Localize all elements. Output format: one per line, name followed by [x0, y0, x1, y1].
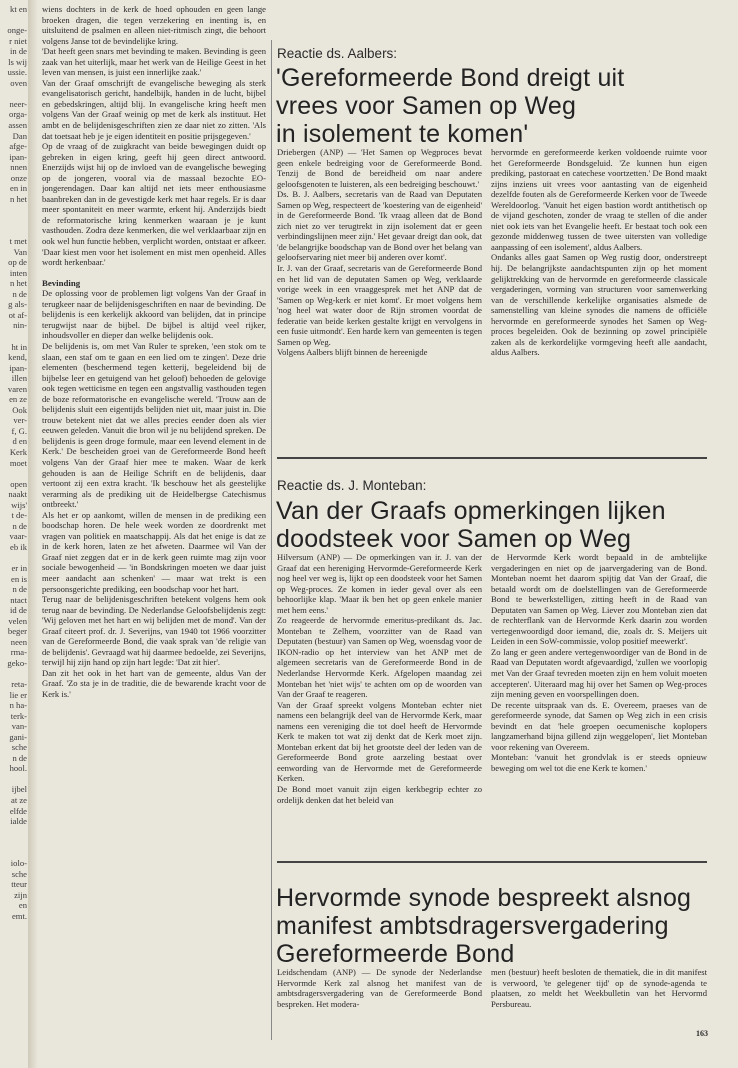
fragment-line [0, 774, 27, 785]
fragment-line: n de [12, 288, 27, 299]
paragraph: de Hervormde Kerk wordt bepaald in de ambtelijke vergaderingen en niet op de jaarvergadering van de Bond. Monteban noemt het daarom spijtig dat Van der Graaf, die betaald wordt om de doelstellingen van de Gereformeerde Bond te bewerkstelligen, zitting heeft in de Raad van Deputaten van Samen op Weg. Liever zou Monteban zien dat de rechterflank van de Hervormde Kerk daarin zou worden vertegenwoordigd door iemand, die, zoals dr. S. Meijers uit Leiden in een SoW-commissie, volop positief meewerkt'. [491, 552, 707, 647]
fragment-line: op de [8, 257, 27, 268]
fragment-line: at ze [11, 795, 27, 806]
paragraph: Ir. J. van der Graaf, secretaris van de Gereformeerde Bond en het lid van de deputaten Samen op Weg, verklaarde vorige week in een vraaggesprek met het ANP dat de 'Samen op Weg-kerk er niet komt'. Er moet volgens hem 'nog heel wat water door de Rijn stromen voordat de federatie van beide kerken gestalte krijgt en vervolgens in een fusie uitmondt'. Een harde kern van gemeenten is tegen Samen op Weg. [277, 263, 482, 347]
page-number: 163 [696, 1029, 708, 1038]
fragment-line: van- [11, 721, 27, 732]
fragment-line: ver- [13, 415, 27, 426]
fragment-line: kt en [10, 4, 27, 14]
fragment-line: ipan- [9, 362, 27, 373]
fragment-line: onge- [7, 25, 27, 36]
fragment-line: Van [13, 246, 27, 257]
fragment-line: sche [11, 868, 27, 879]
paragraph: hervormde en gereformeerde kerken voldoende ruimte voor het Gereformeerde Bondsgeluid. 'Ze kunnen hun eigen prediking, pastoraat en catechese voortzetten.' De Bond maakt zijns inziens uit vrees voor aantasting van de eigenheid dezelfde fouten als de Gereformeerde Kerken voor de Tweede Wereldoorlog. 'Vanuit het eigen bastion wordt antithetisch op de vijand geschoten, zonder de vraag te stellen of die ander niet ook iets van het Evangelie heeft. Er bestaat toch ook een gezonde middenweg tussen de twee uitersten van volledige aanpassing of een isolement', aldus Aalbers. [491, 147, 707, 252]
fragment-line: n de [12, 584, 27, 595]
paragraph: Van der Graaf omschrijft de evangelische beweging als sterk evangelisatorisch gericht, handelbijk, handen in de lucht, bijbel en gebedskringen, altijd blij. In evangelische kring heeft men volgens Van der Graaf weinig op met de kerk als instituut. Het ambt en de belijdenisgeschriften zien ze daar niet zo zitten. 'Als dat toetsaat heb je je eigen identiteit en positie prijsgegeven.' [42, 77, 266, 141]
paragraph: Dan zit het ook in het hart van de gemeente, aldus Van der Graaf. 'Zo sta je in de traditie, die de bewarende kracht voor de Kerk is.' [42, 667, 266, 699]
column-divider [271, 40, 272, 1040]
fragment-line: in de [10, 46, 27, 57]
fragment-line: orga- [9, 109, 27, 120]
paragraph: Zo lang er geen andere vertegenwoordiger van de Bond in de Raad van Deputaten wordt afgevaardigd, 'zullen we voorlopig met Van der Graaf tevreden moeten zijn en hem voluit moeten accepteren'. Uiteraard mag hij over het Samen op Weg-proces zijn mening geven en voorspellingen doen. [491, 646, 707, 700]
fragment-line: afge- [9, 141, 27, 152]
fragment-line: tteur [11, 879, 27, 890]
fragment-line: Ook [12, 404, 27, 415]
fragment-line [0, 468, 27, 479]
section-divider [277, 457, 707, 459]
fragment-line [0, 837, 27, 848]
fragment-line [0, 827, 27, 838]
paragraph: Als het er op aankomt, willen de mensen in de prediking een boodschap horen. De hele week worden ze doordrenkt met vragen van politiek en maatschappij. Als dat het enige is dat ze in de kerk horen, laten ze het afweten. Daarmee wil Van der Graaf niet zeggen dat er in de kerk geen ruimte mag zijn voor sociale bewogenheid — 'in Bondskringen moeten we daar juist meer aandacht aan schenken' — maar wat trekt is een persoonsgerichte prediking, een boodschap voor het hart. [42, 509, 266, 594]
section-heading: Bevinding [42, 277, 81, 288]
fragment-line [0, 225, 27, 236]
article2-column-2 [491, 552, 707, 858]
fragment-line: r niet [9, 35, 27, 46]
fragment-line: d en [12, 436, 27, 447]
fragment-line: beger [7, 626, 27, 637]
fragment-line [0, 215, 27, 226]
fragment-line: velen [8, 615, 27, 626]
fragment-line: wijs' [11, 499, 27, 510]
article3-headline: Hervormde synode bespreekt alsnog manifest ambtsdragersvergadering Gereformeerde Bond [276, 884, 692, 968]
fragment-line: open [10, 478, 27, 489]
fragment-line: onze [10, 172, 27, 183]
paragraph: Op de vraag of de zuigkracht van beide bewegingen duidt op gebreken in eigen kring, geeft hij geen direct antwoord. Enerzijds wijst hij op de invloed van de evangelische beweging op de jongeren, vooral via de massaal bezochte EO-jongerendagen. Daar kan altijd net iets meer enthousiasme baanbreken dan in de gevestigde kerk met haar regels. Er is daar meer spontaniteit en meer warmte, erkent hij. Anderzijds biedt de reformatorische kring kenmerken waaraan je je kunt vasthouden. Zodra deze kenmerken, die wel verklaarbaar zijn en ook wel hun functie hebben, verplicht worden, ontstaat er afkeer. 'Daar kiest men voor het isolement en mist men openheid. Alles wordt herkenbaar.' [42, 141, 266, 268]
section-divider [277, 861, 707, 863]
paragraph: men (bestuur) heeft besloten de thematiek, die in dit manifest is verwoord, 'te gelegener tijd' op de synode-agenda te plaatsen, zo meldt het Weekbulletin van het Hervormd Persbureau. [491, 967, 707, 1009]
paragraph: De oplossing voor de problemen ligt volgens Van der Graaf in terugkeer naar de belijdenisgeschriften en naar de bevinding. De belijdenis is een kerkelijk akkoord van belijden, dat in principe terugwijst naar de bijbel. De bijbel is altijd veel rijker, inhoudsvoller en dieper dan welke belijdenis ook. [42, 288, 266, 341]
fragment-line [0, 15, 27, 26]
paragraph: Hilversum (ANP) — De opmerkingen van ir. J. van der Graaf dat een hereniging Hervormde-Gereformeerde Kerk nog heel ver weg is, lijkt op een doodsteek voor het Samen op Weg-proces. Ze komen in ieder geval over als een behoorlijke klap. 'Maar ik ben het op geen enkele manier met hem eens.' [277, 552, 482, 615]
paragraph: Terug naar de belijdenisgeschriften betekent volgens hem ook terug naar de bevinding. De Nederlandse Geloofsbelijdenis zegt: 'Wij geloven met het hart en wij belijden met de mond'. Van der Graaf citeert prof. dr. J. Severijns, van 1940 tot 1966 voorzitter van de Gereformeerde Bond, die vaak sprak van 'de religie van de belijdenis'. Gevraagd wat hij daarmee bedoelde, zei Severijns, terwijl hij zijn hand op zijn hart legde: 'Dat zit hier'. [42, 594, 266, 668]
article1-headline: 'Gereformeerde Bond dreigt uit vrees voor Samen op Weg in isolement te komen' [276, 64, 625, 148]
fragment-line: Dan [12, 130, 27, 141]
fragment-line: geko- [7, 657, 27, 668]
fragment-line: nin- [13, 320, 27, 331]
fragment-line [0, 668, 27, 679]
fragment-line: Kerk [9, 446, 27, 457]
continuation-column [42, 4, 266, 1044]
fragment-line: elfde [9, 805, 27, 816]
fragment-line: ntact [10, 594, 27, 605]
fragment-line: sche [11, 742, 27, 753]
fragment-line: lie er [9, 689, 27, 700]
page-gutter [28, 0, 38, 1068]
fragment-line: moet [9, 457, 27, 468]
fragment-line: rma- [10, 647, 27, 658]
paragraph: De Bond moet vanuit zijn eigen kerkbegrip echter zo ordelijk denken dat het beleid van [277, 784, 482, 805]
paragraph: Zo reageerde de hervormde emeritus-predikant ds. Jac. Monteban te Zelhem, voorzitter van de Raad van Deputaten (bestuur) van Samen op Weg, woensdag voor de IKON-radio op het interview van het ANP met de algemeen secretaris van de Gereformeerde Bond in de Nederlandse Hervormde Kerk. Afgelopen maandag zei Monteban het 'niet wijs' te achten om op de woorden van Van der Graaf te reageren. [277, 615, 482, 700]
fragment-line: assen [8, 120, 27, 131]
fragment-line: varen [7, 383, 27, 394]
article3-column-2 [491, 967, 707, 1019]
article1-column-1 [277, 147, 482, 454]
fragment-line: gani- [9, 731, 27, 742]
fragment-line: inten [9, 267, 27, 278]
paragraph: Ds. B. J. Aalbers, secretaris van de Raad van Deputaten Samen op Weg, respecteert de 'koestering van de eigenheid' in de Gereformeerde Bond. 'Ik vraag alleen dat de Bond zich niet zo ver terugtrekt in zijn isolement dat er geen verbindingslijnen meer zijn.' Het gevaar dreigt dan ook, dat 'de belangrijke boodschap van de Bond over het belang van geloofservaring niet meer bij anderen over komt'. [277, 189, 482, 263]
paragraph: Van der Graaf spreekt volgens Monteban echter niet namens een belangrijk deel van de Hervormde Kerk, maar namens een vereniging die tot doel heeft de Hervormde Kerk te maken tot wat zij denkt dat de Kerk moet zijn. Monteban erkent dat bij het grootste deel der leden van de Gereformeerde Bond grote aarzeling bestaat over eenwording van de Hervormde met de Gereformeerde Kerken. [277, 699, 482, 784]
fragment-line: n het [10, 193, 27, 204]
fragment-line: f, G. [11, 425, 27, 436]
paragraph: Ondanks alles gaat Samen op Weg rustig door, onderstreept hij. De belangrijkste aandachtspunten zijn op het moment gelijktrekking van de hervormde en gereformeerde classicale vergaderingen, vorming van structuren voor samenwerking van de verschillende kerkelijke organisaties alsmede de samenstelling van kleine synodes die namens de officiële hervormde en gereformeerde synodes het Samen op Weg-proces begeleiden. Ook de bezinning op zowel principiële zaken als de kerkordelijke vormgeving heeft alle aandacht, aldus Aalbers. [491, 252, 707, 358]
article1-kicker: Reactie ds. Aalbers: [277, 46, 398, 61]
fragment-line: ot af- [8, 309, 27, 320]
fragment-line [0, 204, 27, 215]
fragment-line: g als- [8, 299, 27, 310]
paragraph: De recente uitspraak van ds. E. Overeem, praeses van de gereformeerde synode, dat Samen op Weg zich in een crisis bevindt en dat 'hele groepen oecumenische koplopers langzamerhand bijna gillend zijn weggelopen', liet Monteban voor rekening van Overeem. [491, 699, 707, 752]
paragraph: De belijdenis is, om met Van Ruler te spreken, 'een stok om te slaan, een staf om te gaan en een lied om te zingen'. Deze drie elementen (beschermend tegen ketterij, begeleidend bij de bijbelse leer en getuigend van het geloof) behoeden de gelovige ook tegen wetticisme en tegen een angstvallig vasthouden tegen de boze reformatorische en evangelische wereld. 'Trouw aan de belijdenis sluit een eigentijds belijden niet uit, maar juist in. Die trouw betekent niet dat we alles precies eender doen als vier eeuwen geleden. Vanuit die bron wil je nu belijdend spreken. De belijdenis is geen droge formule, maar een levend element in de Kerk.' De bescheiden groei van de Gereformeerde Bond heeft volgens Van der Graaf hier mee te maken. Waar de kerk gehouden is aan de Heilige Schrift en de belijdenis, daar vertoont zij een extra kracht. 'Ik beschouw het als geestelijke verarming als de prediking uit de Heidelbergse Catechismus ontbreekt.' [42, 340, 266, 510]
fragment-line: hool. [9, 763, 27, 774]
article1-column-2 [491, 147, 707, 454]
article2-column-1 [277, 552, 482, 858]
fragment-line: en in [10, 183, 27, 194]
fragment-line: en ze [9, 394, 27, 405]
fragment-line: ht in [11, 341, 27, 352]
fragment-line: n de [12, 752, 27, 763]
fragment-line: vaar- [9, 531, 27, 542]
fragment-line: n het [10, 278, 27, 289]
fragment-line: t met [9, 236, 27, 247]
fragment-line: neer- [9, 98, 27, 109]
fragment-line: ls wij [8, 56, 27, 67]
fragment-line [0, 88, 27, 99]
paragraph: Volgens Aalbers blijft binnen de hereenigde [277, 347, 428, 358]
fragment-line: oven [10, 77, 27, 88]
paragraph: Leidschendam (ANP) — De synode der Nederlandse Hervormde Kerk zal alsnog het manifest van de ambtsdragersvergadering van de Gereformeerde Bond bespreken. Het modera- [277, 967, 482, 1009]
fragment-line: zijn [14, 889, 27, 900]
fragment-line: illen [11, 373, 27, 384]
fragment-line: en is [11, 573, 27, 584]
fragment-line [0, 848, 27, 859]
article3-column-1 [277, 967, 482, 1019]
fragment-line: er in [11, 562, 27, 573]
fragment-line: n ha- [9, 700, 27, 711]
fragment-line: t de- [11, 510, 27, 521]
paragraph: 'Dat heeft geen snars met bevinding te maken. Bevinding is geen zaak van het uiterlijk, maar het werk van de Heilige Geest in het leven van mensen, is juist een innerlijke zaak.' [42, 46, 266, 78]
fragment-line: eb ik [10, 541, 27, 552]
fragment-line: neen [10, 636, 27, 647]
fragment-line: nnen [10, 162, 27, 173]
article2-kicker: Reactie ds. J. Monteban: [277, 478, 427, 493]
fragment-line: kend, [8, 352, 27, 363]
fragment-line: reta- [11, 679, 27, 689]
paragraph: Monteban: 'vanuit het grondvlak is er steeds opnieuw beweging om wel tot die ene Kerk te komen.' [491, 752, 707, 773]
fragment-line: ipan- [9, 151, 27, 162]
fragment-line: iolo- [10, 858, 27, 869]
fragment-line: naakt [8, 489, 27, 500]
fragment-line: ussie. [7, 67, 27, 78]
fragment-line: ialde [10, 816, 27, 827]
fragment-line: terk- [10, 710, 27, 721]
article2-headline: Van der Graafs opmerkingen lijken doodsteek voor Samen op Weg [276, 497, 666, 553]
fragment-line: ijbel [11, 784, 27, 795]
fragment-line: n de [12, 520, 27, 531]
fragment-line: id de [10, 605, 27, 616]
paragraph: wiens dochters in de kerk de hoed ophouden en geen lange broeken dragen, die tegen verzekering en inenting is, en uitsluitend de psalmen en alleen niet-ritmisch zingt, die behoort volgens Janse tot de bevindelijke kring. [42, 4, 266, 46]
fragment-line: emt. [11, 911, 27, 922]
fragment-line: en [18, 900, 27, 911]
fragment-line [0, 552, 27, 563]
previous-page-edge-text [0, 4, 27, 922]
fragment-line [0, 331, 27, 342]
paragraph: Driebergen (ANP) — 'Het Samen op Wegproces bevat geen enkele bedreiging voor de Gereformeerde Bond. Tenzij de Bond de bereidheid om naar andere geloofsgenoten te luisteren, als een bedreiging beschouwt.' [277, 147, 482, 189]
